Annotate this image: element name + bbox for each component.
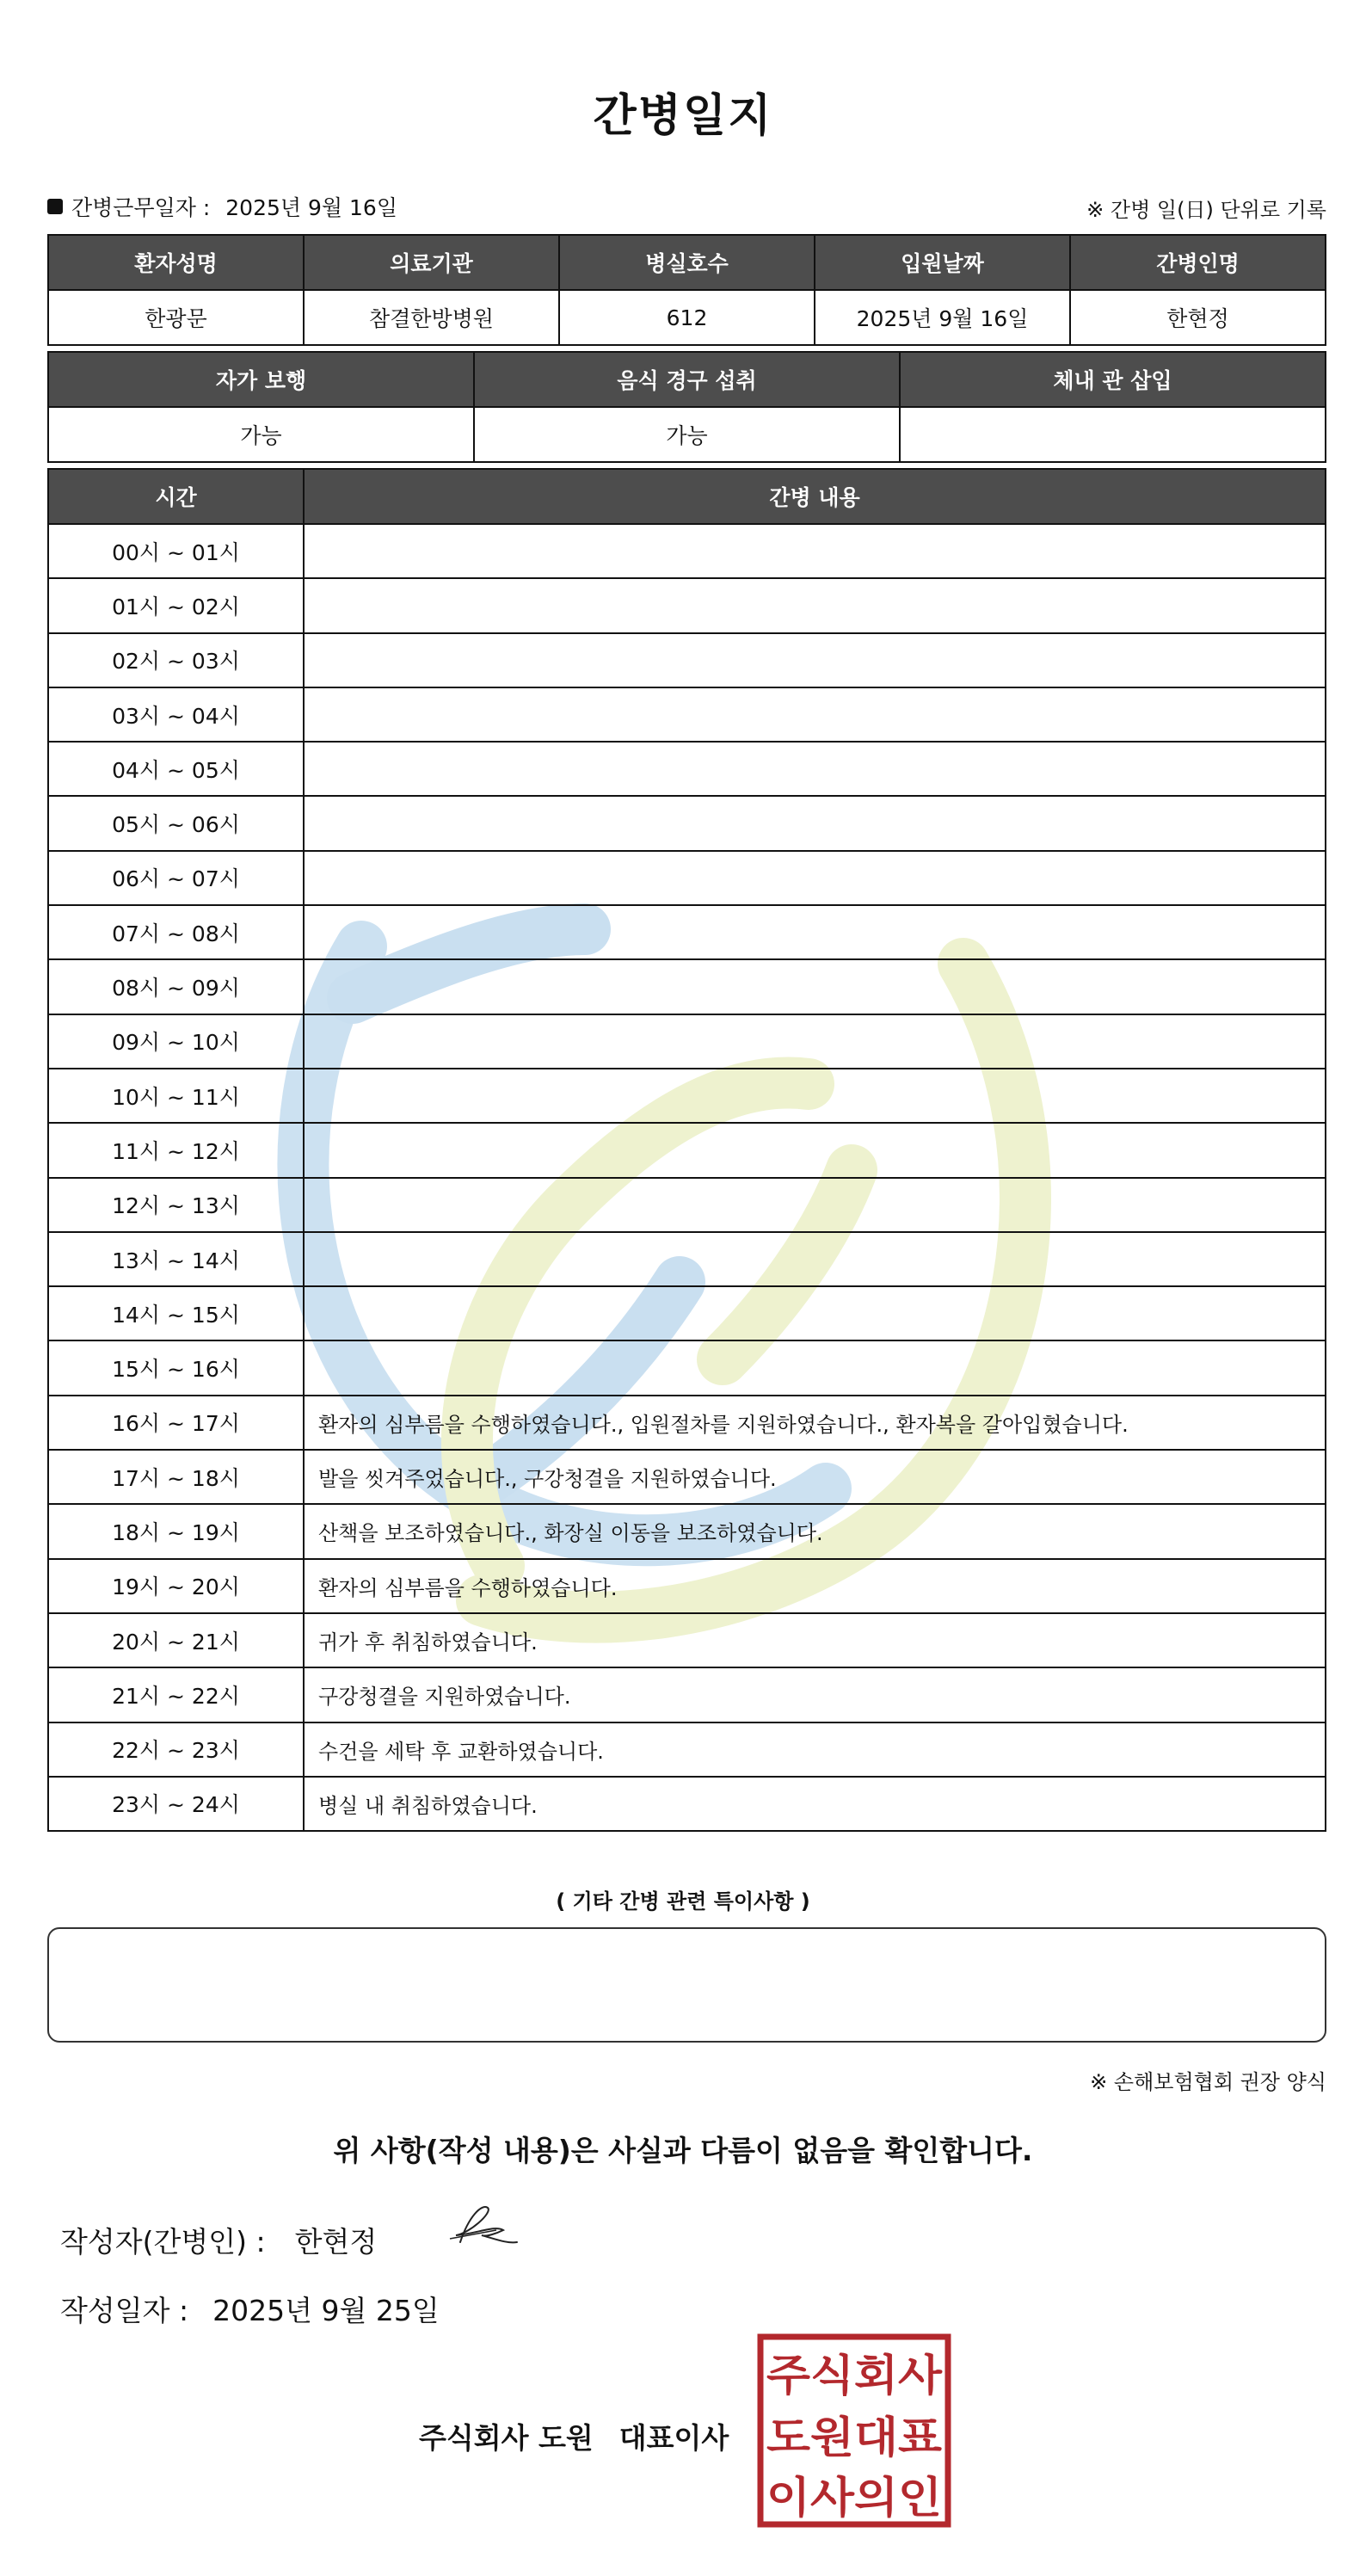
svg-text:주식회사: 주식회사: [766, 2351, 943, 2400]
writer-row: [60, 2220, 377, 2260]
handwritten-signature-icon: [443, 2199, 520, 2251]
company-seal-stamp-icon: [757, 2333, 951, 2528]
header-admission-date: 입원날짜: [815, 235, 1070, 290]
hospital: 참결한방병원: [304, 290, 559, 345]
company-name: 주식회사 도원: [419, 2421, 594, 2455]
square-bullet-icon: [47, 199, 63, 214]
time-slot: 19시 ~ 20시: [48, 1559, 304, 1613]
table-row: [48, 1722, 1326, 1777]
table-row: [48, 1559, 1326, 1613]
tube-insertion-value: [900, 407, 1326, 462]
time-slot: 16시 ~ 17시: [48, 1396, 304, 1450]
table-row: [48, 905, 1326, 959]
table-row: [48, 524, 1326, 578]
written-date-value: 2025년 9월 25일: [212, 2294, 440, 2327]
time-slot: 14시 ~ 15시: [48, 1286, 304, 1340]
svg-text:이사의인: 이사의인: [766, 2473, 942, 2523]
care-content: [304, 959, 1326, 1014]
care-content: 수건을 세탁 후 교환하였습니다.: [304, 1722, 1326, 1777]
time-slot: 12시 ~ 13시: [48, 1178, 304, 1232]
time-slot: 17시 ~ 18시: [48, 1450, 304, 1504]
header-room-number: 병실호수: [559, 235, 815, 290]
table-row: [48, 959, 1326, 1014]
work-date-row: [47, 191, 1326, 222]
header-self-walking: 자가 보행: [48, 352, 474, 407]
time-slot: 15시 ~ 16시: [48, 1340, 304, 1395]
table-row: [48, 1178, 1326, 1232]
time-slot: 02시 ~ 03시: [48, 633, 304, 687]
time-slot: 10시 ~ 11시: [48, 1069, 304, 1123]
time-slot: 05시 ~ 06시: [48, 796, 304, 850]
care-log-table: [47, 468, 1326, 1832]
time-slot: 18시 ~ 19시: [48, 1504, 304, 1558]
table-row: [48, 851, 1326, 905]
care-content: 환자의 심부름을 수행하였습니다., 입원절차를 지원하였습니다., 환자복을 갈아입혔습니다.: [304, 1396, 1326, 1450]
care-content: [304, 1014, 1326, 1069]
self-walking-value: 가능: [48, 407, 474, 462]
header-oral-intake: 음식 경구 섭취: [474, 352, 900, 407]
oral-intake-value: 가능: [474, 407, 900, 462]
table-row: [48, 1232, 1326, 1286]
header-hospital: 의료기관: [304, 235, 559, 290]
unit-note: ※ 간병 일(日) 단위로 기록: [1086, 198, 1326, 222]
table-row: [48, 1123, 1326, 1177]
written-date-label: 작성일자 :: [60, 2294, 189, 2327]
care-content: [304, 1123, 1326, 1177]
patient-name: 한광문: [48, 290, 304, 345]
time-slot: 04시 ~ 05시: [48, 742, 304, 796]
written-date-row: [60, 2289, 440, 2329]
table-row: [48, 1286, 1326, 1340]
time-slot: 06시 ~ 07시: [48, 851, 304, 905]
page-title: 간병일지: [593, 90, 773, 142]
writer-name: 한현정: [294, 2225, 378, 2259]
table-row: [48, 742, 1326, 796]
table-row: [48, 1504, 1326, 1558]
time-slot: 20시 ~ 21시: [48, 1613, 304, 1667]
insurance-note: ※ 손해보험협회 권장 양식: [1090, 2070, 1326, 2094]
time-slot: 03시 ~ 04시: [48, 687, 304, 742]
care-content: [304, 687, 1326, 742]
care-content: [304, 1340, 1326, 1395]
table-row: [48, 1667, 1326, 1722]
time-slot: 09시 ~ 10시: [48, 1014, 304, 1069]
table-row: [48, 1396, 1326, 1450]
care-content: [304, 578, 1326, 632]
table-row: [48, 1014, 1326, 1069]
care-content: [304, 905, 1326, 959]
header-patient-name: 환자성명: [48, 235, 304, 290]
caregiver-name: 한현정: [1070, 290, 1326, 345]
table-row: [48, 1450, 1326, 1504]
care-content: [304, 1232, 1326, 1286]
care-content: [304, 1286, 1326, 1340]
care-content: [304, 742, 1326, 796]
work-date-value: 2025년 9월 16일: [225, 195, 397, 220]
time-slot: 07시 ~ 08시: [48, 905, 304, 959]
time-slot: 21시 ~ 22시: [48, 1667, 304, 1722]
care-content: 발을 씻겨주었습니다., 구강청결을 지원하였습니다.: [304, 1450, 1326, 1504]
table-row: [48, 578, 1326, 632]
writer-label: 작성자(간병인) :: [60, 2225, 266, 2259]
care-content: [304, 633, 1326, 687]
company-signoff: [419, 2416, 729, 2456]
table-row: [48, 1613, 1326, 1667]
care-content: [304, 851, 1326, 905]
care-content: 산책을 보조하였습니다., 화장실 이동을 보조하였습니다.: [304, 1504, 1326, 1558]
table-row: [48, 633, 1326, 687]
time-slot: 23시 ~ 24시: [48, 1777, 304, 1831]
table-row: [48, 1069, 1326, 1123]
table-row: [48, 1777, 1326, 1831]
time-slot: 13시 ~ 14시: [48, 1232, 304, 1286]
time-slot: 01시 ~ 02시: [48, 578, 304, 632]
care-content: [304, 1069, 1326, 1123]
table-row: [48, 1340, 1326, 1395]
special-notes-title: ( 기타 간병 관련 특이사항 ): [556, 1889, 810, 1914]
special-notes-box: [47, 1927, 1326, 2043]
header-time: 시간: [48, 469, 304, 524]
patient-info-table: [47, 234, 1326, 346]
header-tube-insertion: 체내 관 삽입: [900, 352, 1326, 407]
work-date-label: 간병근무일자 :: [71, 195, 211, 220]
time-slot: 11시 ~ 12시: [48, 1123, 304, 1177]
table-row: [48, 687, 1326, 742]
patient-status-table: [47, 351, 1326, 463]
time-slot: 08시 ~ 09시: [48, 959, 304, 1014]
care-content: [304, 796, 1326, 850]
care-content: 구강청결을 지원하였습니다.: [304, 1667, 1326, 1722]
care-content: [304, 524, 1326, 578]
header-caregiver-name: 간병인명: [1070, 235, 1326, 290]
time-slot: 22시 ~ 23시: [48, 1722, 304, 1777]
care-content: 병실 내 취침하였습니다.: [304, 1777, 1326, 1831]
confirmation-statement: 위 사항(작성 내용)은 사실과 다름이 없음을 확인합니다.: [333, 2134, 1033, 2167]
svg-text:도원대표: 도원대표: [766, 2413, 943, 2462]
table-row: [48, 796, 1326, 850]
care-content: 환자의 심부름을 수행하였습니다.: [304, 1559, 1326, 1613]
admission-date: 2025년 9월 16일: [815, 290, 1070, 345]
time-slot: 00시 ~ 01시: [48, 524, 304, 578]
care-content: [304, 1178, 1326, 1232]
care-content: 귀가 후 취침하였습니다.: [304, 1613, 1326, 1667]
company-title: 대표이사: [618, 2421, 729, 2455]
room-number: 612: [559, 290, 815, 345]
header-care-content: 간병 내용: [304, 469, 1326, 524]
